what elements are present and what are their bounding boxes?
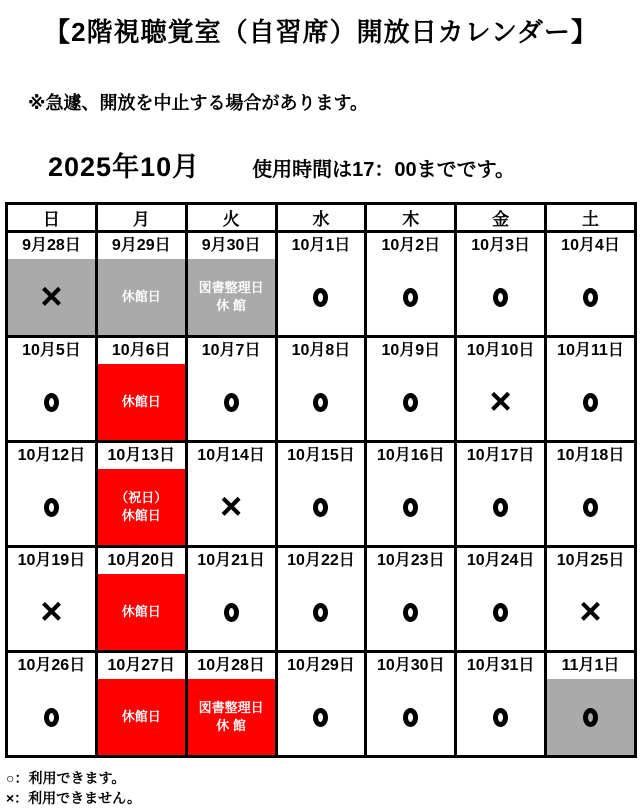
calendar-day-cell bbox=[546, 337, 636, 442]
calendar-day-cell bbox=[546, 232, 636, 337]
open-circle-mark bbox=[583, 393, 598, 412]
weekday-header: 金 bbox=[456, 204, 546, 232]
calendar-day-cell bbox=[276, 442, 366, 547]
closure-note-line: 休館日 bbox=[121, 709, 161, 725]
calendar-day-cell bbox=[366, 442, 456, 547]
day-date-label: 10月17日 bbox=[457, 443, 544, 469]
legend bbox=[6, 768, 642, 809]
day-date-label: 10月23日 bbox=[367, 548, 454, 574]
calendar-day-cell bbox=[7, 337, 97, 442]
day-date-label: 10月31日 bbox=[457, 653, 544, 679]
closed-x-mark: × bbox=[40, 591, 63, 633]
day-status bbox=[367, 574, 454, 650]
day-date-label: 10月8日 bbox=[278, 338, 365, 364]
weekday-header: 土 bbox=[546, 204, 636, 232]
day-date-label: 10月9日 bbox=[367, 338, 454, 364]
open-circle-mark bbox=[403, 498, 418, 517]
day-date-label: 10月11日 bbox=[547, 338, 634, 364]
day-status bbox=[8, 574, 95, 650]
calendar-day-cell bbox=[7, 232, 97, 337]
calendar-day-cell bbox=[276, 337, 366, 442]
day-status bbox=[457, 469, 544, 545]
calendar-day-cell bbox=[276, 652, 366, 757]
calendar-day-cell bbox=[366, 337, 456, 442]
open-circle-mark bbox=[44, 708, 59, 727]
day-status bbox=[98, 574, 185, 650]
calendar-day-cell bbox=[456, 652, 546, 757]
calendar-week-row bbox=[7, 547, 636, 652]
day-status bbox=[278, 259, 365, 335]
calendar-day-cell bbox=[276, 547, 366, 652]
calendar-day-cell bbox=[96, 652, 186, 757]
day-status bbox=[547, 364, 634, 440]
open-circle-mark bbox=[493, 498, 508, 517]
day-date-label: 10月29日 bbox=[278, 653, 365, 679]
calendar-body bbox=[7, 232, 636, 757]
calendar-day-cell bbox=[186, 652, 276, 757]
open-circle-mark bbox=[313, 393, 328, 412]
calendar-week-row bbox=[7, 337, 636, 442]
open-circle-mark bbox=[313, 603, 328, 622]
day-date-label: 10月18日 bbox=[547, 443, 634, 469]
day-date-label: 10月19日 bbox=[8, 548, 95, 574]
day-status bbox=[278, 364, 365, 440]
legend-open: ○：利用できます。 bbox=[6, 770, 126, 786]
day-status bbox=[98, 469, 185, 545]
open-circle-mark bbox=[313, 288, 328, 307]
day-status bbox=[8, 259, 95, 335]
day-date-label: 9月29日 bbox=[98, 233, 185, 259]
day-status bbox=[547, 574, 634, 650]
weekday-header: 日 bbox=[7, 204, 97, 232]
day-status bbox=[547, 679, 634, 755]
closure-note-line: 休館日 bbox=[121, 289, 161, 305]
open-circle-mark bbox=[403, 393, 418, 412]
closure-note-line: 図書整理日 bbox=[198, 700, 264, 716]
calendar-day-cell bbox=[546, 442, 636, 547]
weekday-header: 水 bbox=[276, 204, 366, 232]
open-circle-mark bbox=[493, 708, 508, 727]
weekday-header: 火 bbox=[186, 204, 276, 232]
closed-x-mark: × bbox=[220, 486, 243, 528]
day-status bbox=[98, 679, 185, 755]
day-date-label: 10月6日 bbox=[98, 338, 185, 364]
day-status bbox=[367, 259, 454, 335]
closure-note-line: 休 館 bbox=[216, 718, 246, 733]
weekday-header-row bbox=[7, 204, 636, 232]
calendar-week-row bbox=[7, 442, 636, 547]
open-circle-mark bbox=[313, 498, 328, 517]
day-status bbox=[8, 469, 95, 545]
day-status bbox=[547, 469, 634, 545]
closed-x-mark: × bbox=[489, 381, 512, 423]
open-circle-mark bbox=[403, 288, 418, 307]
day-date-label: 10月3日 bbox=[457, 233, 544, 259]
open-circle-mark bbox=[224, 603, 239, 622]
legend-closed: ×：利用できません。 bbox=[6, 790, 142, 807]
open-circle-mark bbox=[403, 708, 418, 727]
open-circle-mark bbox=[224, 393, 239, 412]
day-date-label: 10月24日 bbox=[457, 548, 544, 574]
day-status bbox=[278, 574, 365, 650]
open-circle-mark bbox=[583, 288, 598, 307]
day-status bbox=[367, 679, 454, 755]
day-date-label: 10月16日 bbox=[367, 443, 454, 469]
open-circle-mark bbox=[493, 288, 508, 307]
open-circle-mark bbox=[44, 393, 59, 412]
day-status bbox=[278, 469, 365, 545]
day-date-label: 10月15日 bbox=[278, 443, 365, 469]
calendar-day-cell bbox=[96, 547, 186, 652]
day-status bbox=[367, 469, 454, 545]
day-date-label: 10月25日 bbox=[547, 548, 634, 574]
day-date-label: 10月28日 bbox=[188, 653, 275, 679]
calendar-week-row bbox=[7, 652, 636, 757]
closure-note-line: 休館日 bbox=[121, 394, 161, 410]
day-date-label: 9月30日 bbox=[188, 233, 275, 259]
calendar-day-cell bbox=[7, 442, 97, 547]
open-circle-mark bbox=[403, 603, 418, 622]
hours-note: 使用時間は17：00までです。 bbox=[252, 159, 516, 181]
day-date-label: 10月22日 bbox=[278, 548, 365, 574]
day-status bbox=[457, 574, 544, 650]
day-status bbox=[98, 364, 185, 440]
calendar-day-cell bbox=[456, 547, 546, 652]
day-date-label: 10月10日 bbox=[457, 338, 544, 364]
day-status bbox=[188, 574, 275, 650]
calendar-day-cell bbox=[366, 547, 456, 652]
open-day-calendar bbox=[5, 202, 637, 758]
day-date-label: 10月7日 bbox=[188, 338, 275, 364]
day-status bbox=[188, 469, 275, 545]
day-date-label: 10月27日 bbox=[98, 653, 185, 679]
day-status bbox=[98, 259, 185, 335]
calendar-day-cell bbox=[546, 652, 636, 757]
calendar-day-cell bbox=[276, 232, 366, 337]
day-status bbox=[457, 364, 544, 440]
calendar-day-cell bbox=[186, 337, 276, 442]
cancellation-notice: ※急遽、開放を中止する場合があります。 bbox=[28, 93, 369, 113]
open-circle-mark bbox=[44, 498, 59, 517]
day-date-label: 10月2日 bbox=[367, 233, 454, 259]
closed-x-mark: × bbox=[579, 591, 602, 633]
calendar-day-cell bbox=[186, 442, 276, 547]
day-status bbox=[547, 259, 634, 335]
calendar-day-cell bbox=[456, 232, 546, 337]
open-circle-mark bbox=[583, 708, 598, 727]
day-date-label: 10月20日 bbox=[98, 548, 185, 574]
day-date-label: 9月28日 bbox=[8, 233, 95, 259]
day-date-label: 10月1日 bbox=[278, 233, 365, 259]
closure-note-line: 休館日 bbox=[121, 604, 161, 620]
calendar-day-cell bbox=[546, 547, 636, 652]
day-date-label: 10月12日 bbox=[8, 443, 95, 469]
closure-note-line: （祝日） bbox=[115, 490, 168, 506]
day-status bbox=[457, 259, 544, 335]
weekday-header: 月 bbox=[96, 204, 186, 232]
day-status bbox=[188, 364, 275, 440]
day-date-label: 10月5日 bbox=[8, 338, 95, 364]
day-date-label: 10月26日 bbox=[8, 653, 95, 679]
day-date-label: 11月1日 bbox=[547, 653, 634, 679]
calendar-day-cell bbox=[96, 232, 186, 337]
month-label: 2025年10月 bbox=[48, 152, 201, 182]
closure-note-line: 休館日 bbox=[121, 508, 161, 523]
day-date-label: 10月14日 bbox=[188, 443, 275, 469]
day-status bbox=[278, 679, 365, 755]
page-title: 【2階視聴覚室（自習席）開放日カレンダー】 bbox=[44, 17, 598, 47]
calendar-day-cell bbox=[366, 232, 456, 337]
day-date-label: 10月13日 bbox=[98, 443, 185, 469]
day-status bbox=[8, 364, 95, 440]
day-status bbox=[8, 679, 95, 755]
day-date-label: 10月4日 bbox=[547, 233, 634, 259]
closed-x-mark: × bbox=[40, 276, 63, 318]
day-status bbox=[457, 679, 544, 755]
day-status bbox=[188, 679, 275, 755]
calendar-day-cell bbox=[366, 652, 456, 757]
calendar-day-cell bbox=[7, 652, 97, 757]
day-date-label: 10月30日 bbox=[367, 653, 454, 679]
calendar-day-cell bbox=[186, 232, 276, 337]
day-status bbox=[188, 259, 275, 335]
calendar-day-cell bbox=[7, 547, 97, 652]
calendar-day-cell bbox=[96, 442, 186, 547]
closure-note-line: 休 館 bbox=[216, 298, 246, 313]
month-row bbox=[48, 145, 642, 184]
closure-note-line: 図書整理日 bbox=[198, 280, 264, 296]
calendar-day-cell bbox=[456, 337, 546, 442]
open-circle-mark bbox=[493, 603, 508, 622]
calendar-week-row bbox=[7, 232, 636, 337]
open-circle-mark bbox=[313, 708, 328, 727]
calendar-day-cell bbox=[96, 337, 186, 442]
calendar-day-cell bbox=[186, 547, 276, 652]
weekday-header: 木 bbox=[366, 204, 456, 232]
day-status bbox=[367, 364, 454, 440]
open-circle-mark bbox=[583, 498, 598, 517]
calendar-day-cell bbox=[456, 442, 546, 547]
day-date-label: 10月21日 bbox=[188, 548, 275, 574]
